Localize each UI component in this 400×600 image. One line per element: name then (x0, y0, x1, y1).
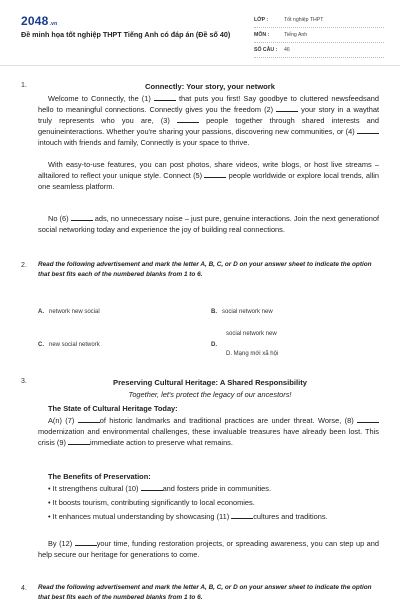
bullet-item: • It enhances mutual understanding by showcasing (11) cultures and traditions. (48, 512, 328, 521)
answer-option-a[interactable]: A. network new social (38, 309, 100, 315)
answer-option-d[interactable]: D. (211, 342, 217, 348)
passage-paragraph: A(n) (7) of historic landmarks and traditional practices are under threat. Worse, (8) modernization and environmental challenges, these invaluable treasures have already been lost. This crisis (9) immediate action to preserve what remains. (38, 416, 379, 447)
blank-12 (75, 539, 97, 546)
blank-7 (78, 416, 100, 423)
section-heading: The State of Cultural Heritage Today: (48, 404, 178, 413)
blank-11 (231, 512, 253, 519)
question-number: 1. (21, 82, 27, 89)
passage-paragraph: Welcome to Connectly, the (1) that puts you first! Say goodbye to cluttered newsfeedsand hello to meaningful connections. Connectly gives you the freedom (2) your story in a waythat truly represents who you are, (3) people together through shared interests and genuineinteractions. Whether you're sharing your passions, discovering new communities, or (4) intouch with friends and family, Connectly is your space to thrive. (38, 94, 379, 147)
blank-8 (357, 416, 379, 423)
passage-paragraph: With easy-to-use features, you can post photos, share videos, write blogs, or host live streams – alltailored to reflect your unique style. Connect (5) people worldwide or explore local trends, allin one seamless platform. (38, 160, 379, 191)
bullet-item: • It boosts tourism, contributing significantly to local economies. (48, 498, 255, 507)
page-header (0, 0, 400, 62)
meta-key: LỚP : (254, 17, 269, 23)
answer-option-d-translation: D. Mạng mới xã hội (226, 351, 279, 357)
blank-9 (68, 438, 90, 445)
section-heading: The Benefits of Preservation: (48, 472, 151, 481)
answer-option-c[interactable]: C. new social network (38, 342, 100, 348)
document-title: Đề minh họa tốt nghiệp THPT Tiếng Anh có đáp án (Đề số 40) (21, 30, 231, 39)
document-meta (254, 15, 384, 60)
question-number: 2. (21, 262, 27, 269)
blank-10 (141, 484, 163, 491)
blank-3 (177, 116, 199, 123)
meta-row-count (254, 45, 384, 58)
passage-paragraph: No (6) ads, no unnecessary noise – just pure, genuine interactions. Join the next generationof social networking today and experience the joy of building real connections. (38, 214, 379, 234)
question-number: 3. (21, 378, 27, 385)
question-number: 4. (21, 585, 27, 592)
blank-6 (71, 214, 93, 221)
blank-1 (154, 94, 176, 101)
passage-subtitle: Together, let's protect the legacy of our ancestors! (128, 390, 292, 399)
blank-2 (276, 105, 298, 112)
question-instruction: Read the following advertisement and mark the letter A, B, C, or D on your answer sheet to indicate the option that best fits each of the numbered blanks from 1 to 6. (38, 584, 372, 600)
meta-key: MÔN : (254, 32, 270, 38)
passage-title: Connectly: Your story, your network (145, 82, 275, 91)
answer-option-b[interactable]: B. social network new (211, 309, 273, 315)
meta-value: 46 (284, 47, 290, 53)
answer-option-d-text: social network new (226, 331, 277, 337)
blank-5 (204, 171, 226, 178)
meta-key: SỐ CÂU : (254, 47, 278, 53)
meta-row-subject (254, 30, 384, 43)
question-instruction: Read the following advertisement and mark the letter A, B, C, or D on your answer sheet to indicate the option that best fits each of the numbered blanks from 1 to 6. (38, 261, 372, 278)
blank-4 (357, 127, 379, 134)
site-logo[interactable]: 2048.vn (21, 14, 58, 28)
meta-value: Tiếng Anh (284, 32, 308, 38)
meta-row-class (254, 15, 384, 28)
bullet-item: • It strengthens cultural (10) and fosters pride in communities. (48, 484, 272, 493)
passage-paragraph: By (12) your time, funding restoration projects, or spreading awareness, you can step up and help secure our heritage for generations to come. (38, 539, 380, 559)
meta-value: Tốt nghiệp THPT (284, 17, 324, 23)
header-divider (0, 65, 400, 66)
passage-title: Preserving Cultural Heritage: A Shared Responsibility (113, 378, 307, 387)
